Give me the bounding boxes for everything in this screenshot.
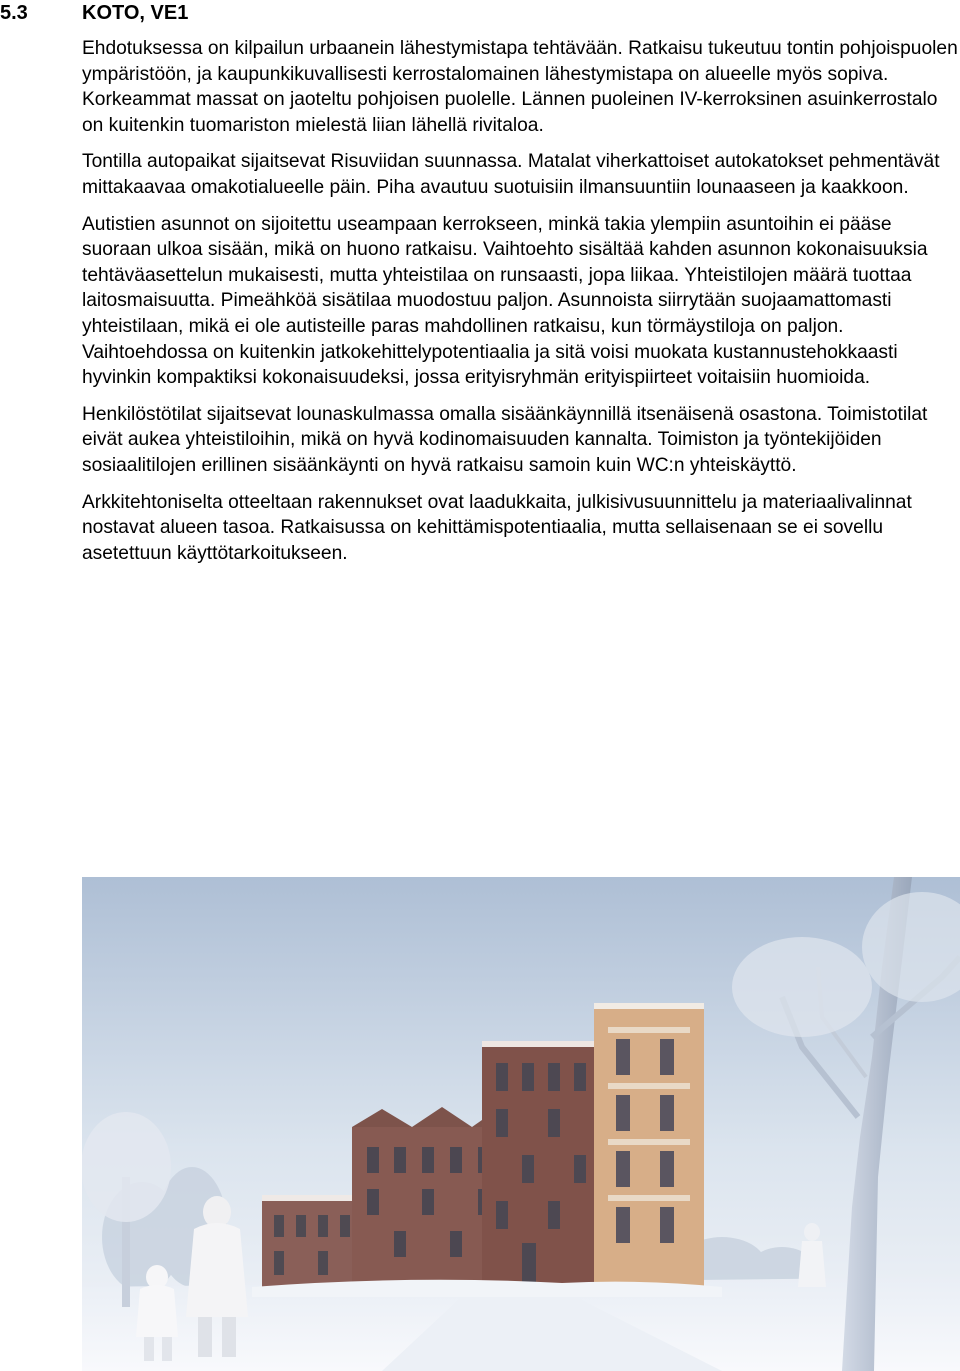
section-heading	[0, 0, 188, 26]
building-brick-tower	[482, 1041, 602, 1290]
architectural-rendering	[82, 877, 960, 1371]
building-timber	[594, 1003, 704, 1292]
evaluation-text	[82, 36, 960, 577]
paragraph-autistic-housing: Autistien asunnot on sijoitettu useampaan kerrokseen, minkä takia ylempiin asuntoihin ei pääse suoraan ulkoa sisään, mikä on huono ratkaisu. Vaihtoehto sisältää kahden asunnon kokonaisuuksia tehtäväasettelun mukaisesti, mutta yhteistilaa on runsaasti, jopa liikaa. Yhteistilojen määrä tuottaa laitosmaisuutta. Pimeähköä sisätilaa muodostuu paljon. Asunnoista siirrytään suojaamattomasti yhteistilaan, mikä ei ole autisteille paras mahdollinen ratkaisu, kun törmäystiloja on paljon. Vaihtoehdossa on kuitenkin jatkokehittelypotentiaalia ja sitä voisi muokata kustannustehokkaasti hyvinkin kompaktiksi kokonaisuudeksi, jossa erityisryhmän erityispiirteet voitaisiin huomioida.	[82, 213, 928, 389]
paragraph-parking: Tontilla autopaikat sijaitsevat Risuviidan suunnassa. Matalat viherkattoiset autokatokset pehmentävät mittakaavaa omakotialueelle päin. Piha avautuu suotuisiin ilmansuuntiin lounaaseen ja kaakkoon.	[82, 151, 940, 198]
paragraph-staff-facilities: Henkilöstötilat sijaitsevat lounaskulmassa omalla sisäänkäynnillä itsenäisenä osastona. Toimistotilat eivät aukea yhteistiloihin, mikä on hyvä kodinomaisuuden kannalta. Toimiston ja työntekijöiden sosiaalitilojen erillinen sisäänkäynti on hyvä ratkaisu samoin kuin WC:n yhteiskäyttö.	[82, 403, 928, 476]
section-number: 5.3	[0, 2, 28, 24]
paragraph-urban-approach: Ehdotuksessa on kilpailun urbaanein lähestymistapa tehtävään. Ratkaisu tukeutuu tontin pohjoispuolen ympäristöön, ja kaupunkikuvallisesti kerrostalomainen lähestymistapa on alueelle myös sopiva. Korkeammat massat on jaoteltu pohjoisen puolelle. Lännen puoleinen IV-kerroksinen asuinkerrostalo on kuitenkin tuomariston mielestä liian lähellä rivitaloa.	[82, 38, 958, 136]
section-title: KOTO, VE1	[82, 2, 189, 24]
building-brick-main	[352, 1107, 502, 1292]
paragraph-architecture: Arkkitehtoniselta otteeltaan rakennukset ovat laadukkaita, julkisivusuunnittelu ja materiaalivalinnat nostavat alueen tasoa. Ratkaisussa on kehittämispotentiaalia, mutta sellaisenaan se ei sovellu asetettuun käyttötarkoitukseen.	[82, 491, 912, 564]
